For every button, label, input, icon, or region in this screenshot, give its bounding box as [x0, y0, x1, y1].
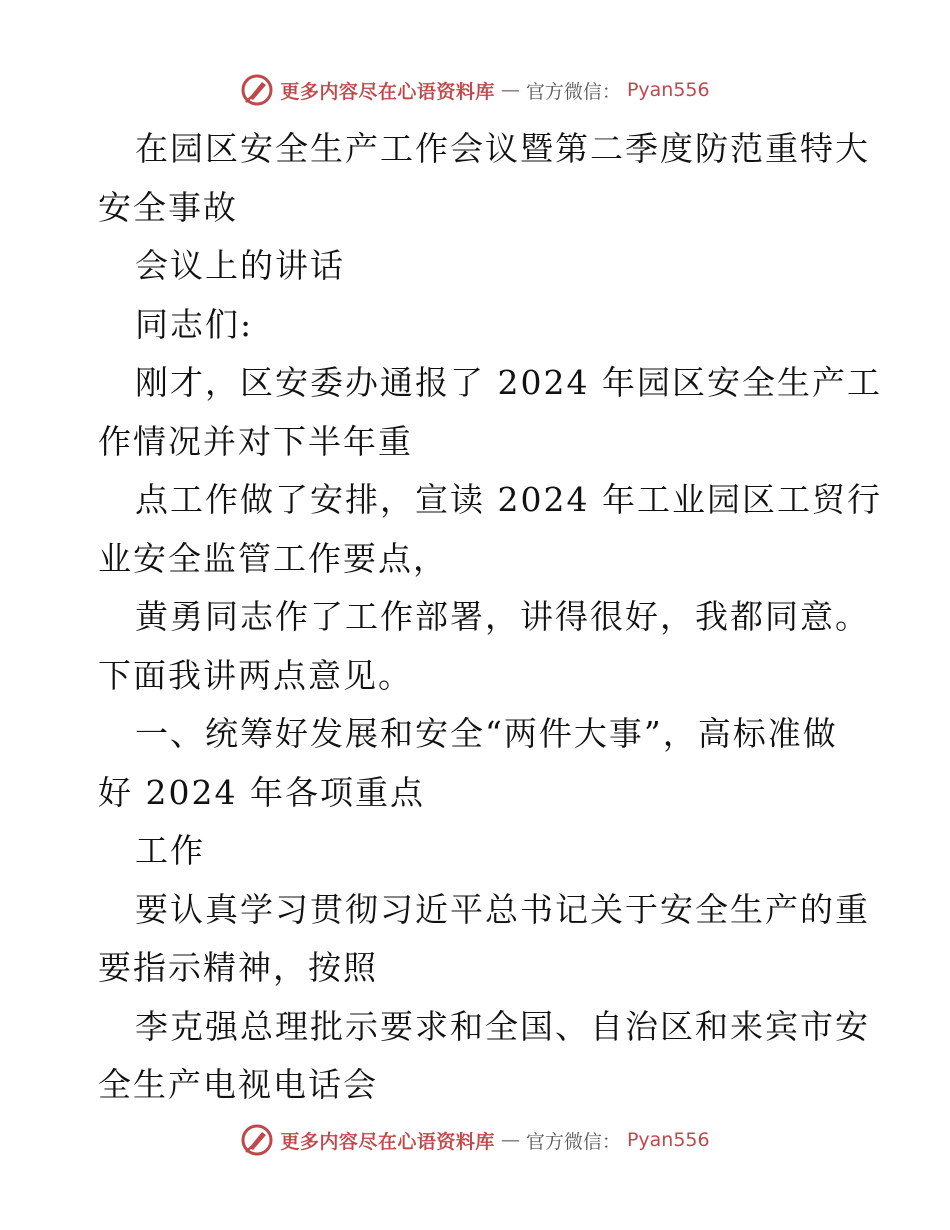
watermark-sub-text: 官方微信：: [525, 80, 621, 103]
text-line: 在园区安全生产工作会议暨第二季度防范重特大: [135, 129, 870, 168]
text-line: 安全事故: [98, 187, 238, 227]
document-body: [98, 120, 882, 1115]
text-line: 要指示精神，按照: [98, 948, 378, 987]
text-line: 李克强总理批示要求和全国、自治区和来宾市安: [135, 1006, 870, 1046]
text-line: 同志们:: [135, 304, 254, 344]
header-watermark: [0, 70, 950, 110]
text-line: 点工作做了安排，宣读 2024 年工业园区工贸行: [135, 480, 882, 519]
text-line: 黄勇同志作了工作部署，讲得很好，我都同意。: [135, 597, 870, 636]
text-line: 作情况并对下半年重: [98, 421, 413, 461]
quill-logo-icon: [240, 1123, 274, 1157]
watermark-wechat-id: Pyan556: [626, 1129, 710, 1151]
watermark-main-text: 更多内容尽在心语资料库: [280, 1130, 495, 1153]
watermark-dash: —: [500, 1129, 520, 1151]
footer-watermark: [0, 1120, 950, 1160]
text-line: 会议上的讲话: [135, 246, 345, 285]
text-line: 好 2024 年各项重点: [98, 772, 425, 812]
text-line: 业安全监管工作要点，: [98, 538, 448, 578]
text-line: 要认真学习贯彻习近平总书记关于安全生产的重: [135, 889, 870, 929]
text-line: 刚才，区安委办通报了 2024 年园区安全生产工: [135, 363, 882, 402]
watermark-dash: —: [500, 79, 520, 101]
text-line: 工作: [135, 831, 205, 870]
text-line: 一、统筹好发展和安全“两件大事”，高标准做: [135, 714, 838, 753]
watermark-main-text: 更多内容尽在心语资料库: [280, 80, 495, 103]
text-line: 全生产电视电话会: [98, 1065, 378, 1104]
watermark-wechat-id: Pyan556: [626, 79, 710, 101]
text-line: 下面我讲两点意见。: [98, 655, 413, 695]
quill-logo-icon: [240, 73, 274, 107]
watermark-sub-text: 官方微信：: [525, 1130, 621, 1153]
